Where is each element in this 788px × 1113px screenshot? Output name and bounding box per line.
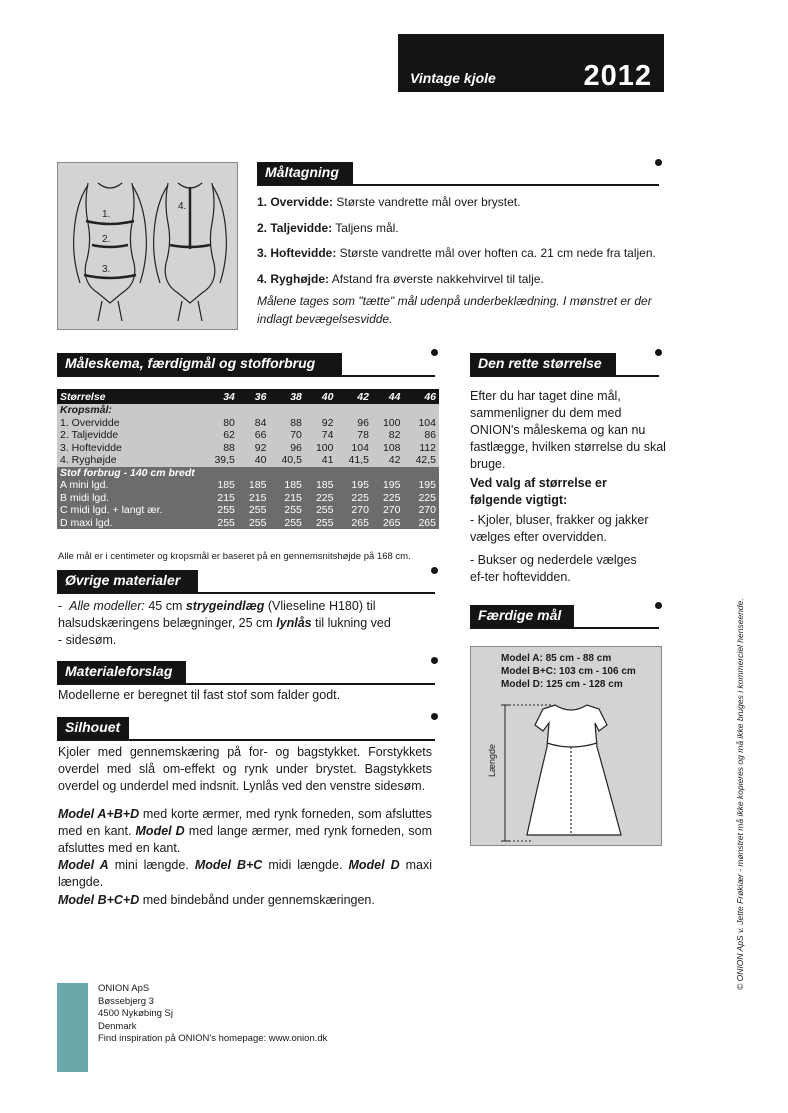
table-cell: 42 — [372, 454, 404, 467]
table-cell: 62 — [202, 429, 237, 442]
measure-text-2: Taljens mål. — [332, 221, 399, 235]
measuring-rule — [257, 184, 659, 186]
size-chart-rule — [57, 375, 435, 377]
other-materials-t2: (Vlieseline H180) til halsudskæringens belægninger, 25 cm — [58, 599, 376, 630]
other-materials-rule — [57, 592, 435, 594]
footer-line: Denmark — [98, 1020, 137, 1032]
size-table-note: Alle mål er i centimeter og kropsmål er baseret på en gennemsnitshøjde på 168 cm. — [58, 551, 411, 562]
table-cell: 100 — [305, 442, 337, 455]
header-cell: 38 — [269, 389, 304, 404]
table-cell: 265 — [403, 517, 439, 530]
measuring-dot — [655, 159, 662, 166]
table-row — [57, 429, 439, 442]
header-cell: 36 — [238, 389, 270, 404]
table-cell: 74 — [305, 429, 337, 442]
model-label: Model A+B+D — [58, 807, 140, 821]
silhouette-text: med bindebånd under gennemskæringen. — [139, 893, 375, 907]
pattern-name: Vintage kjole — [410, 70, 496, 86]
table-cell: 255 — [269, 504, 304, 517]
measure-item-4 — [257, 272, 544, 286]
table-cell: 80 — [202, 417, 237, 430]
dress-illustration — [471, 647, 663, 847]
table-cell: B midi lgd. — [57, 492, 202, 505]
right-size-bold: Ved valg af størrelse er følgende vigtigt: — [470, 476, 607, 507]
header-cell: Størrelse — [57, 389, 202, 404]
table-cell: 225 — [372, 492, 404, 505]
finished-dot — [655, 602, 662, 609]
table-cell: 195 — [372, 479, 404, 492]
measure-label-3: 3. Hoftevidde: — [257, 246, 337, 260]
table-row — [57, 492, 439, 505]
table-row — [57, 479, 439, 492]
zipper-word: lynlås — [276, 616, 312, 630]
section-title-other-materials: Øvrige materialer — [57, 570, 198, 592]
silhouette-para-2 — [58, 806, 432, 857]
table-cell: 225 — [305, 492, 337, 505]
table-cell: 185 — [269, 479, 304, 492]
table-cell: 2. Taljevidde — [57, 429, 202, 442]
table-cell: 92 — [305, 417, 337, 430]
table-cell: 255 — [269, 517, 304, 530]
right-size-bullet-2: - Bukser og nederdele vælges ef-ter hoftevidden. — [470, 553, 637, 584]
figure-label-3: 3. — [102, 264, 111, 275]
table-cell: 41 — [305, 454, 337, 467]
table-cell: 3. Hoftevidde — [57, 442, 202, 455]
finished-measure-figure — [470, 646, 662, 846]
table-cell: 215 — [269, 492, 304, 505]
footer-line: ONION ApS — [98, 983, 150, 994]
finished-line-1: Model A: 85 cm - 88 cm — [501, 653, 612, 664]
table-row — [57, 517, 439, 530]
table-cell: 255 — [305, 504, 337, 517]
material-suggestion-text: Modellerne er beregnet til fast stof som falder godt. — [58, 688, 341, 702]
table-cell: 185 — [305, 479, 337, 492]
table-cell: 270 — [336, 504, 371, 517]
silhouette-dot — [431, 713, 438, 720]
table-cell: 255 — [202, 517, 237, 530]
table-cell: 112 — [403, 442, 439, 455]
other-materials-dot — [431, 567, 438, 574]
section-title-size-chart: Måleskema, færdigmål og stofforbrug — [57, 353, 342, 375]
fabric-group-row — [57, 467, 439, 480]
table-cell: 270 — [403, 504, 439, 517]
model-label: Model A — [58, 858, 109, 872]
pattern-title-box — [398, 34, 664, 92]
table-row — [57, 442, 439, 455]
figure-label-1: 1. — [102, 209, 111, 220]
measure-item-1 — [257, 195, 520, 209]
table-cell: 100 — [372, 417, 404, 430]
footer-line: 4500 Nykøbing Sj — [98, 1008, 173, 1019]
copyright-vertical: © ONION ApS v. Jette Frøkiær - mønstret må ikke kopieres og må ikke bruges i kommerciel henseende. — [735, 598, 745, 990]
measure-label-1: 1. Overvidde: — [257, 195, 334, 209]
section-title-measuring: Måltagning — [257, 162, 353, 184]
measure-item-2 — [257, 221, 399, 235]
section-title-material-suggestion: Materialeforslag — [57, 661, 186, 683]
table-cell: 88 — [269, 417, 304, 430]
silhouette-text: maxi længde. — [58, 858, 433, 889]
body-group-label: Kropsmål: — [57, 404, 439, 417]
model-label: Model B+C+D — [58, 893, 140, 907]
measure-text-3: Største vandrette mål over hoften ca. 21 cm nede fra taljen. — [336, 246, 656, 260]
table-cell: 185 — [202, 479, 237, 492]
interfacing-word: strygeindlæg — [185, 599, 265, 613]
body-group-row — [57, 404, 439, 417]
table-cell: 88 — [202, 442, 237, 455]
table-cell: 86 — [403, 429, 439, 442]
finished-line-3: Model D: 125 cm - 128 cm — [501, 679, 623, 690]
header-cell: 40 — [305, 389, 337, 404]
table-cell: 40 — [238, 454, 270, 467]
table-row — [57, 417, 439, 430]
measure-text-1: Største vandrette mål over brystet. — [333, 195, 521, 209]
measure-label-2: 2. Taljevidde: — [257, 221, 333, 235]
table-cell: 96 — [269, 442, 304, 455]
table-cell: 255 — [305, 517, 337, 530]
header-cell: 46 — [403, 389, 439, 404]
section-title-finished: Færdige mål — [470, 605, 574, 627]
silhouette-text: med lange ærmer, med rynk forneden, som afsluttes med en kant. — [58, 824, 432, 855]
table-row — [57, 454, 439, 467]
material-suggestion-rule — [57, 683, 435, 685]
table-cell: 70 — [269, 429, 304, 442]
section-title-silhouette: Silhouet — [57, 717, 129, 739]
table-cell: 195 — [336, 479, 371, 492]
table-cell: 39,5 — [202, 454, 237, 467]
silhouette-rule — [57, 739, 435, 741]
table-cell: 195 — [403, 479, 439, 492]
section-title-right-size: Den rette størrelse — [470, 353, 616, 375]
fabric-group-label: Stof forbrug - 140 cm bredt — [57, 467, 439, 480]
footer-line: Bøssebjerg 3 — [98, 995, 154, 1007]
length-axis-label: Længde — [487, 743, 497, 777]
right-size-paragraph: Efter du har taget dine mål, sammenligner du dem med ONION's måleskema og kan nu fastlægge, hvilken størrelse du skal bruge. — [470, 389, 666, 471]
table-cell: 255 — [238, 504, 270, 517]
model-label: Model B+C — [194, 858, 263, 872]
silhouette-para-4 — [58, 892, 432, 909]
table-cell: 84 — [238, 417, 270, 430]
table-cell: 42,5 — [403, 454, 439, 467]
table-cell: 1. Overvidde — [57, 417, 202, 430]
footer-line: Find inspiration på ONION's homepage: www.onion.dk — [98, 1033, 328, 1044]
measure-text-4: Afstand fra øverste nakkehvirvel til talje. — [329, 272, 544, 286]
table-cell: 265 — [372, 517, 404, 530]
table-cell: 225 — [403, 492, 439, 505]
other-materials-text: - Alle modeller: 45 cm strygeindlæg (Vlieseline H180) til halsudskæringens belægninger, 25 cm lynlås til lukning ved — [58, 599, 391, 630]
table-cell: 4. Ryghøjde — [57, 454, 202, 467]
table-cell: 40,5 — [269, 454, 304, 467]
footer-accent-bar — [57, 983, 88, 1072]
body-silhouette-illustration — [58, 163, 239, 331]
figure-label-4: 4. — [178, 201, 187, 212]
table-cell: 265 — [336, 517, 371, 530]
table-cell: 66 — [238, 429, 270, 442]
body-measurement-figure — [57, 162, 238, 330]
pattern-number: 2012 — [583, 60, 652, 92]
table-cell: D maxi lgd. — [57, 517, 202, 530]
table-cell: 96 — [336, 417, 371, 430]
table-cell: 108 — [372, 442, 404, 455]
table-row — [57, 504, 439, 517]
table-cell: 215 — [202, 492, 237, 505]
table-cell: 185 — [238, 479, 270, 492]
other-materials-t1: 45 cm — [144, 599, 186, 613]
measure-label-4: 4. Ryghøjde: — [257, 272, 330, 286]
silhouette-text: med korte ærmer, med rynk forneden, som afsluttes med en kant. — [58, 807, 432, 838]
footer-address — [98, 983, 327, 1046]
table-cell: 78 — [336, 429, 371, 442]
table-cell: 92 — [238, 442, 270, 455]
silhouette-text: midi længde. — [262, 858, 349, 872]
other-materials-t4: - sidesøm. — [58, 633, 117, 647]
table-cell: C midi lgd. + langt ær. — [57, 504, 202, 517]
other-materials-prefix: Alle modeller: — [69, 599, 145, 613]
finished-rule — [470, 627, 659, 629]
other-materials-t3: til lukning ved — [311, 616, 391, 630]
right-size-bullet-1: - Kjoler, bluser, frakker og jakker vælges efter overvidden. — [470, 513, 649, 544]
figure-label-2: 2. — [102, 234, 111, 245]
silhouette-text: mini længde. — [108, 858, 195, 872]
table-cell: 104 — [336, 442, 371, 455]
measure-item-3 — [257, 246, 656, 260]
table-cell: 255 — [238, 517, 270, 530]
size-table — [57, 389, 439, 529]
header-cell: 44 — [372, 389, 404, 404]
measuring-note: Målene tages som "tætte" mål udenpå underbeklædning. I mønstret er der indlagt bevægelsesvidde. — [257, 294, 652, 326]
size-table-header — [57, 389, 439, 404]
header-cell: 42 — [336, 389, 371, 404]
header-cell: 34 — [202, 389, 237, 404]
table-cell: 82 — [372, 429, 404, 442]
table-cell: 255 — [202, 504, 237, 517]
table-cell: A mini lgd. — [57, 479, 202, 492]
silhouette-para-3 — [58, 857, 432, 891]
table-cell: 270 — [372, 504, 404, 517]
table-cell: 225 — [336, 492, 371, 505]
table-cell: 104 — [403, 417, 439, 430]
table-cell: 41,5 — [336, 454, 371, 467]
model-label: Model D — [348, 858, 400, 872]
table-cell: 215 — [238, 492, 270, 505]
finished-line-2: Model B+C: 103 cm - 106 cm — [501, 666, 636, 677]
size-chart-dot — [431, 349, 438, 356]
model-label: Model D — [135, 824, 185, 838]
material-suggestion-dot — [431, 657, 438, 664]
silhouette-para-1: Kjoler med gennemskæring på for- og bagstykket. Forstykkets overdel med slå om-effekt og rynk under brystet. Bagstykkets overdel og underdel med indsnit. Lynlås ved den venstre sidesøm. — [58, 745, 432, 793]
right-size-rule — [470, 375, 659, 377]
right-size-dot — [655, 349, 662, 356]
